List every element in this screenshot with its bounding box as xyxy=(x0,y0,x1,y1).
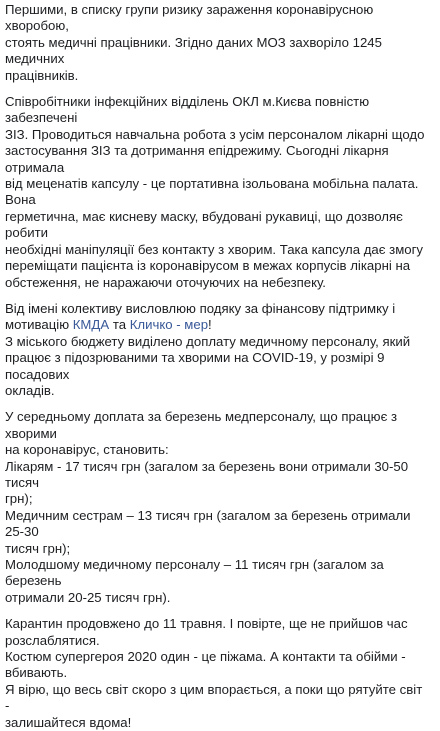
text-line: Від імені колективу висловлюю подяку за фінансову підтримку і xyxy=(5,300,396,316)
text-line: Я вірю, що весь світ скоро з цим впорається, а поки що рятуйте світ - xyxy=(5,681,423,714)
text-line: залишайтеся вдома! xyxy=(5,714,132,730)
paragraph-hospital-capsule xyxy=(5,94,430,291)
text-line: окладів. xyxy=(5,382,55,398)
text-line: працює з підозрюваними та хворими на COVID-19, у розмірі 9 посадових xyxy=(5,350,385,382)
text-line: переміщати пацієнта із коронавірусом в межах корпусів лікарні на xyxy=(5,258,411,274)
link-klitschko-mayor[interactable]: Кличко - мер xyxy=(129,317,209,333)
text-line: Медичним сестрам – 13 тисяч грн (загалом за березень отримали 25-30 xyxy=(5,507,411,540)
text-line: отримали 20-25 тисяч грн). xyxy=(5,589,171,605)
paragraph-payments xyxy=(5,409,430,606)
text-line: вбивають. xyxy=(5,665,68,681)
text-line-with-links xyxy=(5,317,430,333)
text-line: Першими, в списку групи ризику зараження коронавірусною хворобою, xyxy=(5,2,374,34)
text-line: Карантин продовжено до 11 травня. І повірте, ще не прийшов час xyxy=(5,616,408,632)
paragraph-gratitude xyxy=(5,301,430,399)
text-line: обстеження, не наражаючи оточуючих на небезпеку. xyxy=(5,274,326,290)
text-line: грн); xyxy=(5,491,33,507)
text-line: герметична, має кисневу маску, вбудовані рукавиці, що дозволяє робити xyxy=(5,208,403,241)
text-line: Костюм супергероя 2020 один - це піжама. А контакти та обійми - xyxy=(5,649,406,665)
paragraph-risk-group xyxy=(5,2,430,84)
link-kmda[interactable]: КМДА xyxy=(72,317,110,333)
text-line: на коронавірус, становить: xyxy=(5,442,169,458)
text-line: Лікарям - 17 тисяч грн (загалом за березень вони отримали 30-50 тисяч xyxy=(5,458,409,490)
text-line: стоять медичні працівники. Згідно даних МОЗ захворіло 1245 медичних xyxy=(5,34,382,67)
text-line: З міського бюджету виділено доплату медичному персоналу, який xyxy=(5,333,411,349)
text-line: розслаблятися. xyxy=(5,632,100,648)
text-line: тисяч грн); xyxy=(5,540,71,556)
text-fragment: та xyxy=(109,317,130,333)
text-line: У середньому доплата за березень медперсоналу, що працює з хворими xyxy=(5,409,398,441)
paragraph-quarantine xyxy=(5,616,430,731)
text-line: працівників. xyxy=(5,67,79,83)
text-line: Молодшому медичному персоналу – 11 тисяч грн (загалом за березень xyxy=(5,557,384,589)
text-line: від меценатів капсулу - це портативна ізольована мобільна палата. Вона xyxy=(5,176,419,208)
text-line: ЗІЗ. Проводиться навчальна робота з усім персоналом лікарні щодо xyxy=(5,126,425,142)
text-line: необхідні маніпуляції без контакту з хворим. Така капсула дає змогу xyxy=(5,241,423,257)
text-line: застосування ЗІЗ та дотримання епідрежиму. Сьогодні лікарня отримала xyxy=(5,143,389,175)
text-fragment: ! xyxy=(208,317,212,333)
text-line: Співробітники інфекційних відділень ОКЛ м.Києва повністю забезпечені xyxy=(5,94,370,126)
text-fragment: мотивацію xyxy=(5,317,73,333)
